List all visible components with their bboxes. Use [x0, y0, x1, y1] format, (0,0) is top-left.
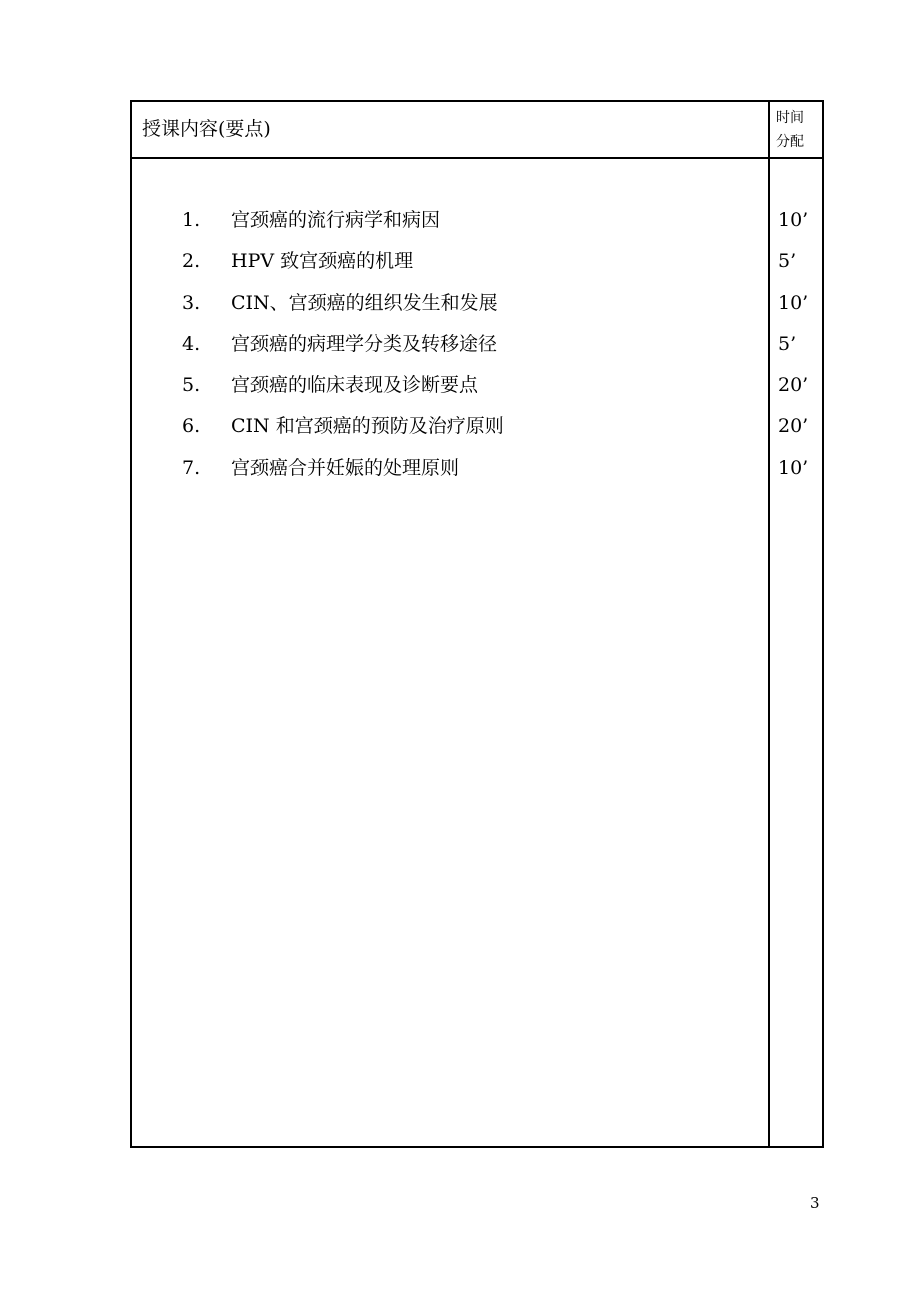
content-list [132, 200, 822, 489]
item-text: 宫颈癌的病理学分类及转移途径 [231, 332, 498, 355]
item-text: HPV 致宫颈癌的机理 [231, 250, 414, 273]
list-item [132, 406, 822, 447]
item-number: 6. [182, 415, 201, 438]
item-number: 1. [182, 209, 201, 231]
list-item [132, 200, 822, 241]
lesson-table [130, 100, 824, 1148]
header-time-line2: 分配 [776, 134, 804, 150]
item-number: 3. [182, 291, 201, 314]
item-time: 20’ [778, 415, 809, 438]
item-text: 宫颈癌的流行病学和病因 [231, 209, 441, 231]
item-number: 7. [182, 456, 201, 479]
item-time: 5’ [778, 250, 797, 273]
header-time-label [776, 106, 816, 154]
header-time-line1: 时间 [776, 110, 804, 126]
list-item [132, 241, 822, 282]
header-divider [132, 157, 822, 159]
item-time: 20’ [778, 374, 809, 397]
item-time: 10’ [778, 291, 809, 314]
list-item [132, 324, 822, 365]
item-time: 10’ [778, 456, 809, 479]
item-number: 4. [182, 332, 201, 355]
list-item [132, 283, 822, 324]
item-number: 5. [182, 374, 201, 397]
item-time: 10’ [778, 209, 809, 231]
list-item [132, 365, 822, 406]
page-number: 3 [810, 1194, 820, 1212]
list-item [132, 448, 822, 489]
item-number: 2. [182, 250, 201, 273]
item-text: CIN 和宫颈癌的预防及治疗原则 [231, 415, 504, 438]
header-content-label: 授课内容(要点) [142, 118, 271, 140]
item-text: CIN、宫颈癌的组织发生和发展 [231, 291, 498, 314]
item-time: 5’ [778, 332, 797, 355]
item-text: 宫颈癌的临床表现及诊断要点 [231, 374, 479, 397]
item-text: 宫颈癌合并妊娠的处理原则 [231, 456, 460, 479]
